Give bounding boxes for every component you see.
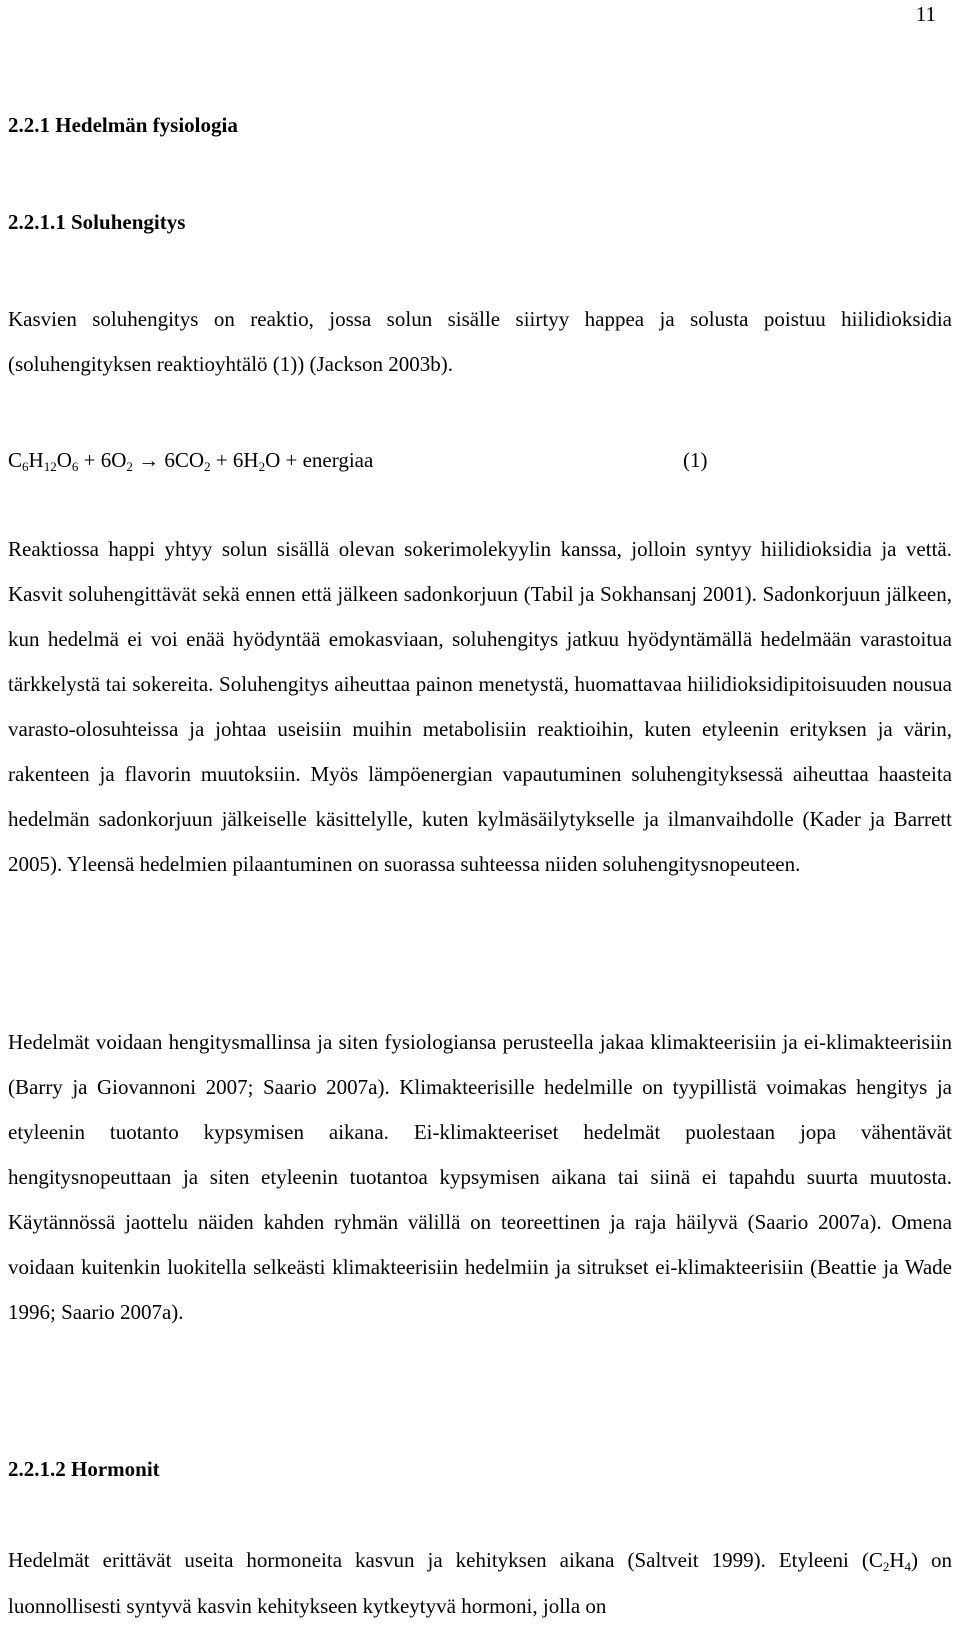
eq-arrow: →	[132, 448, 165, 472]
paragraph-hormonit	[8, 1537, 952, 1629]
section-heading-2-2-1: 2.2.1 Hedelmän fysiologia	[8, 113, 238, 137]
eq-oxygen: O	[56, 448, 72, 472]
ethylene-sub-2: 2	[882, 1559, 890, 1574]
equation-number: (1)	[683, 448, 708, 472]
eq-oxygen2-sub: 2	[126, 459, 133, 474]
eq-water-sub: 2	[258, 459, 266, 474]
ethylene-h: H	[889, 1548, 905, 1572]
eq-oxygen-sub: 6	[71, 459, 79, 474]
paragraph-klimakteeriset: Hedelmät voidaan hengitysmallinsa ja siten fysiologiansa perusteella jakaa klimakteerisiin ja ei-klimakteerisiin (Barry ja Giovannoni 2007; Saario 2007a). Klimakteerisille hedelmille on tyypillistä voimakas hengitys ja etyleenin tuotanto kypsymisen aikana. Ei-klimakteeriset hedelmät puolestaan jopa vähentävät hengitysnopeuttaan ja siten etyleenin tuotantoa kypsymisen aikana tai siinä ei tapahdu suurta muutosta. Käytännössä jaottelu näiden kahden ryhmän välillä on teoreettinen ja raja häilyvä (Saario 2007a). Omena voidaan kuitenkin luokitella selkeästi klimakteerisiin hedelmiin ja sitrukset ei-klimakteerisiin (Beattie ja Wade 1996; Saario 2007a).	[8, 1030, 952, 1324]
ethylene-sub-4: 4	[904, 1559, 911, 1574]
eq-carbon-dioxide-sub: 2	[204, 459, 211, 474]
page-number: 11	[915, 2, 936, 26]
hormonit-text-start: Hedelmät erittävät useita hormoneita kasvun ja kehityksen aikana (Saltveit 1999). Etyleeni (C	[8, 1548, 883, 1572]
section-heading-2-2-1-2: 2.2.1.2 Hormonit	[8, 1457, 160, 1481]
paragraph-soluhengitys-intro: Kasvien soluhengitys on reaktio, jossa solun sisälle siirtyy happea ja solusta poistuu hiilidioksidia (soluhengityksen reaktioyhtälö (1)) (Jackson 2003b).	[8, 307, 952, 376]
section-heading-2-2-1-1: 2.2.1.1 Soluhengitys	[8, 210, 186, 234]
eq-carbon: C	[8, 448, 23, 472]
eq-carbon-sub: 6	[22, 459, 29, 474]
eq-plus-oxygen: + 6O	[78, 448, 127, 472]
hormonit-text-end: ) on luonnollisesti syntyvä kasvin kehitykseen kytkeytyvä hormoni, jolla on	[8, 1548, 952, 1618]
paragraph-soluhengitys-details: Reaktiossa happi yhtyy solun sisällä olevan sokerimolekyylin kanssa, jolloin syntyy hiilidioksidia ja vettä. Kasvit soluhengittävät sekä ennen että jälkeen sadonkorjuun (Tabil ja Sokhansanj 2001). Sadonkorjuun jälkeen, kun hedelmä ei voi enää hyödyntää emokasviaan, soluhengitys jatkuu hyödyntämällä hedelmään varastoitua tärkkelystä tai sokereita. Soluhengitys aiheuttaa painon menetystä, huomattavaa hiilidioksidipitoisuuden nousua varasto-olosuhteissa ja johtaa useisiin muihin metabolisiin reaktioihin, kuten etyleenin erityksen ja värin, rakenteen ja flavorin muutoksiin. Myös lämpöenergian vapautuminen soluhengityksessä aiheuttaa haasteita hedelmän sadonkorjuun jälkeiselle käsittelylle, kuten kylmäsäilytykselle ja ilmanvaihdolle (Kader ja Barrett 2005). Yleensä hedelmien pilaantuminen on suorassa suhteessa niiden soluhengitysnopeuteen.	[8, 537, 952, 876]
respiration-equation	[8, 448, 738, 472]
eq-plus-water: + 6H	[210, 448, 259, 472]
eq-water-energy: O + energiaa	[265, 448, 374, 472]
eq-hydrogen-sub: 12	[43, 459, 57, 474]
eq-carbon-dioxide: 6CO	[164, 448, 205, 472]
eq-hydrogen: H	[28, 448, 44, 472]
